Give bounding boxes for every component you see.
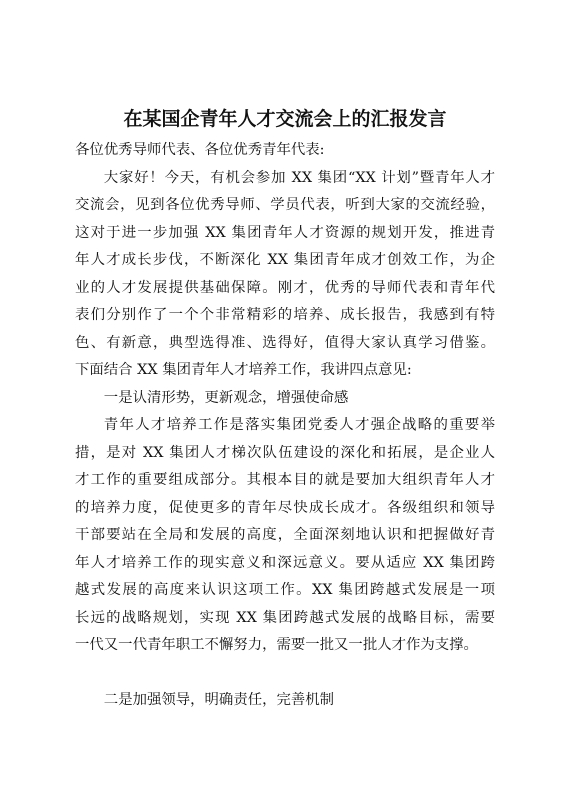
- paragraph-line: 年人才成长步伐，不断深化 XX 集团青年成才创效工作，为企: [75, 252, 495, 268]
- document-body: [75, 137, 495, 715]
- paragraph-opening: [75, 165, 495, 385]
- paragraph-line: 下面结合 XX 集团青年人才培养工作，我讲四点意见:: [75, 362, 412, 378]
- paragraph-line: 这对于进一步加强 XX 集团青年人才资源的规划开发，推进青: [75, 224, 495, 241]
- paragraph-line: 大家好！今天，有机会参加 XX 集团“XX 计划”暨青年人才: [103, 169, 495, 186]
- paragraph-line: 交流会，见到各位优秀导师、学员代表，听到大家的交流经验，: [75, 197, 495, 213]
- section-heading-2: 二是加强领导，明确责任，完善机制: [103, 692, 335, 708]
- paragraph-section-1: [75, 412, 495, 660]
- paragraph-line: 越式发展的高度来认识这项工作。XX 集团跨越式发展是一项: [75, 582, 495, 598]
- paragraph-line: 才工作的重要组成部分。其根本目的就是要加大组织青年人才: [75, 472, 495, 488]
- document-title: 在某国企青年人才交流会上的汇报发言: [123, 108, 447, 130]
- section-heading-1: 一是认清形势，更新观念，增强使命感: [103, 389, 349, 406]
- paragraph-line: 措，是对 XX 集团人才梯次队伍建设的深化和拓展，是企业人: [75, 444, 495, 461]
- paragraph-line: 青年人才培养工作是落实集团党委人才强企战略的重要举: [103, 417, 495, 433]
- paragraph-line: 年人才培养工作的现实意义和深远意义。要从适应 XX 集团跨: [75, 554, 495, 571]
- paragraph-line: 干部要站在全局和发展的高度，全面深刻地认识和把握做好青: [75, 527, 495, 543]
- paragraph-line: 色、有新意，典型选得准、选得好，值得大家认真学习借鉴。: [75, 334, 495, 351]
- paragraph-line: 长远的战略规划，实现 XX 集团跨越式发展的战略目标，需要: [75, 609, 495, 626]
- paragraph-line: 一代又一代青年职工不懈努力，需要一批又一批人才作为支撑。: [75, 637, 478, 653]
- paragraph-line: 表们分别作了一个个非常精彩的培养、成长报告，我感到有特: [75, 307, 495, 323]
- paragraph-line: 的培养力度，促使更多的青年尽快成长成才。各级组织和领导: [75, 499, 495, 516]
- paragraph-line: 业的人才发展提供基础保障。刚才，优秀的导师代表和青年代: [75, 279, 495, 296]
- salutation: 各位优秀导师代表、各位优秀青年代表:: [75, 142, 325, 158]
